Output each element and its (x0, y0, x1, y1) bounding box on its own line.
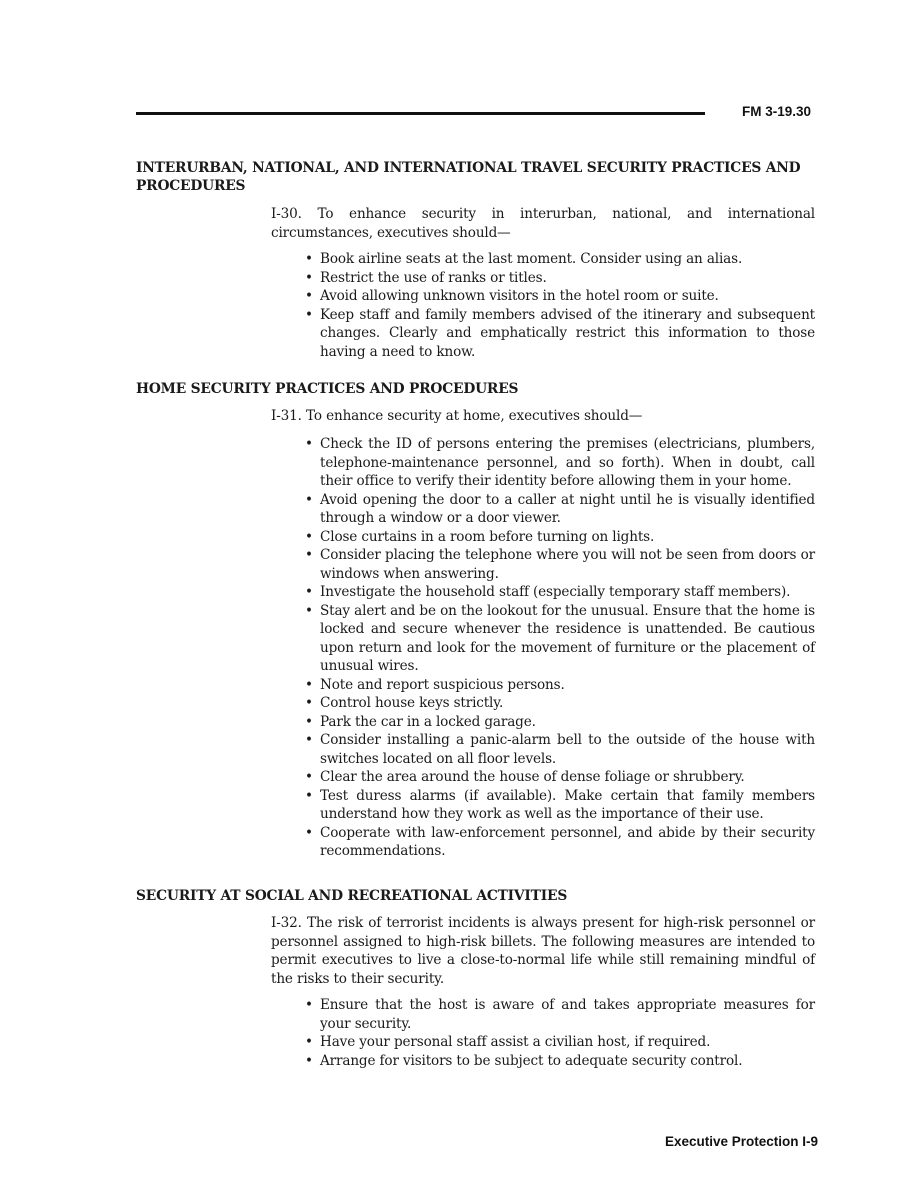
bullet-icon: • (305, 769, 313, 785)
list-item: • Stay alert and be on the lookout for the unusual. Ensure that the home is locked and secure whenever the residence is unattended. Be cautious upon return and look for the movement of furniture or the placement of unusual wires. (305, 602, 815, 674)
list-item: • Consider placing the telephone where you will not be seen from doors or windows when answering. (305, 547, 815, 582)
list-item: • Clear the area around the house of dense foliage or shrubbery. (305, 769, 745, 785)
list-item: • Close curtains in a room before turning on lights. (305, 528, 655, 545)
bullet-icon: • (305, 288, 313, 304)
list-item: • Park the car in a locked garage. (305, 713, 536, 730)
list-item: • Avoid allowing unknown visitors in the hotel room or suite. (305, 288, 719, 304)
bullet-icon: • (305, 997, 313, 1013)
document-id: FM 3-19.30 (742, 104, 812, 119)
bullet-icon: • (305, 713, 313, 730)
paragraph-i-30: I-30. To enhance security in interurban, national, and international circumstances, executives should— (271, 206, 815, 241)
section-heading-home: HOME SECURITY PRACTICES AND PROCEDURES (136, 381, 519, 397)
header-rule (136, 112, 705, 115)
bullet-icon: • (305, 306, 313, 323)
list-item: • Consider installing a panic-alarm bell to the outside of the house with switches located on all floor levels. (305, 732, 815, 767)
bullet-icon: • (305, 584, 313, 600)
bullet-list-home (303, 435, 815, 861)
list-item: • Check the ID of persons entering the premises (electricians, plumbers, telephone-maintenance personnel, and so forth). When in doubt, call their office to verify their identity before allowing them in your home. (305, 436, 815, 489)
bullet-icon: • (305, 824, 313, 841)
bullet-icon: • (305, 1052, 313, 1069)
paragraph-i-32: I-32. The risk of terrorist incidents is always present for high-risk personnel or personnel assigned to high-risk billets. The following measures are intended to permit executives to live a close-to-normal life while still remaining mindful of the risks to their security. (271, 915, 815, 987)
bullet-list-travel (303, 250, 815, 361)
list-item: • Investigate the household staff (especially temporary staff members). (305, 584, 791, 600)
list-item: • Have your personal staff assist a civilian host, if required. (305, 1034, 711, 1050)
list-item: • Ensure that the host is aware of and takes appropriate measures for your security. (305, 997, 815, 1032)
bullet-icon: • (305, 787, 313, 804)
bullet-icon: • (305, 269, 313, 286)
list-item: • Cooperate with law-enforcement personnel, and abide by their security recommendations. (305, 824, 815, 859)
bullet-icon: • (305, 676, 313, 693)
list-item: • Control house keys strictly. (305, 695, 504, 711)
page-footer: Executive Protection I-9 (664, 1134, 818, 1149)
list-item: • Restrict the use of ranks or titles. (305, 269, 547, 286)
list-item: • Keep staff and family members advised of the itinerary and subsequent changes. Clearly and emphatically restrict this information to those having a need to know. (305, 306, 815, 360)
bullet-list-social (303, 996, 815, 1070)
list-item: • Test duress alarms (if available). Make certain that family members understand how they work as well as the importance of their use. (305, 787, 815, 822)
section-heading-social: SECURITY AT SOCIAL AND RECREATIONAL ACTIVITIES (136, 888, 568, 904)
bullet-icon: • (305, 1034, 313, 1050)
bullet-icon: • (305, 732, 313, 748)
bullet-icon: • (305, 695, 313, 711)
bullet-icon: • (305, 528, 313, 545)
bullet-icon: • (305, 436, 313, 452)
bullet-icon: • (305, 251, 313, 267)
bullet-icon: • (305, 491, 313, 508)
bullet-icon: • (305, 547, 313, 563)
list-item: • Book airline seats at the last moment. Consider using an alias. (305, 251, 743, 267)
paragraph-i-31: I-31. To enhance security at home, executives should— (271, 408, 643, 424)
list-item: • Note and report suspicious persons. (305, 676, 565, 693)
list-item: • Avoid opening the door to a caller at night until he is visually identified through a window or a door viewer. (305, 491, 815, 526)
section-heading-travel: INTERURBAN, NATIONAL, AND INTERNATIONAL TRAVEL SECURITY PRACTICES AND PROCEDURES (136, 160, 801, 194)
list-item: • Arrange for visitors to be subject to adequate security control. (305, 1052, 743, 1069)
bullet-icon: • (305, 602, 313, 619)
